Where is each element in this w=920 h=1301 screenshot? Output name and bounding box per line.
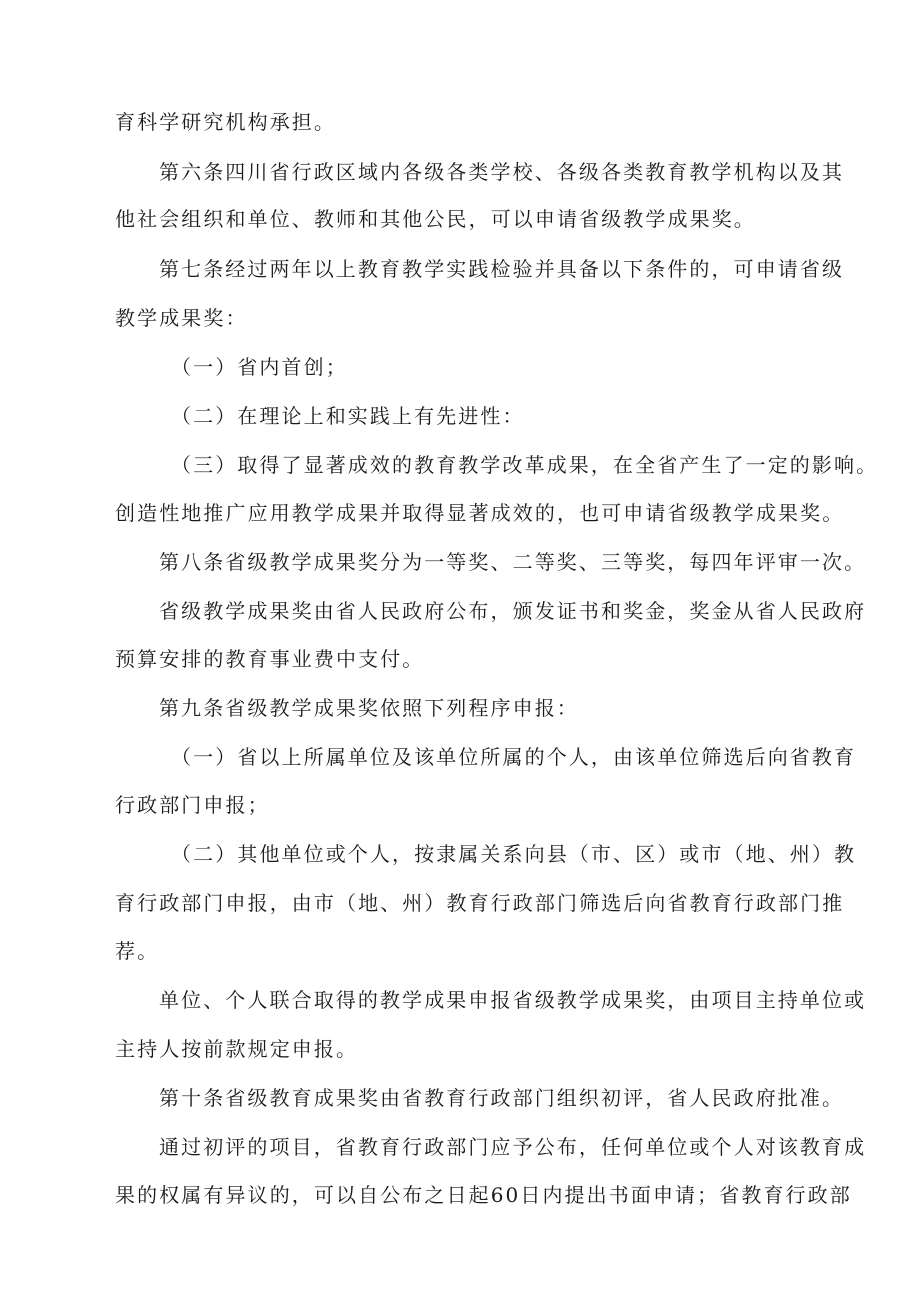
text-line: 教学成果奖： xyxy=(115,306,248,330)
text-line: 第九条省级教学成果奖依照下列程序申报： xyxy=(159,696,579,720)
text-line: 通过初评的项目，省教育行政部门应予公布，任何单位或个人对该教育成 xyxy=(159,1135,867,1159)
text-line: 育行政部门申报，由市（地、州）教育行政部门筛选后向省教育行政部门推 xyxy=(115,891,845,915)
text-line: （一）省内首创； xyxy=(171,355,348,379)
text-line: 预算安排的教育事业费中支付。 xyxy=(115,647,425,671)
text-line: （二）其他单位或个人，按隶属关系向县（市、区）或市（地、州）教 xyxy=(171,842,857,866)
text-line: 第六条四川省行政区域内各级各类学校、各级各类教育教学机构以及其 xyxy=(159,160,845,184)
text-line: （一）省以上所属单位及该单位所属的个人，由该单位筛选后向省教育 xyxy=(171,745,857,769)
text-line: 创造性地推广应用教学成果并取得显著成效的，也可申请省级教学成果奖。 xyxy=(115,501,845,525)
text-line: 第八条省级教学成果奖分为一等奖、二等奖、三等奖，每四年评审一次。 xyxy=(159,550,867,574)
text-line: 行政部门申报； xyxy=(115,793,270,817)
text-line: （二）在理论上和实践上有先进性： xyxy=(171,404,525,428)
text-line: 省级教学成果奖由省人民政府公布，颁发证书和奖金，奖金从省人民政府 xyxy=(159,599,867,623)
text-line: 育科学研究机构承担。 xyxy=(115,110,336,134)
text-line: （三）取得了显著成效的教育教学改革成果，在全省产生了一定的影响。 xyxy=(171,453,879,477)
text-line: 果的权属有异议的，可以自公布之日起60日内提出书面申请；省教育行政部 xyxy=(115,1183,852,1207)
text-line: 第十条省级教育成果奖由省教育行政部门组织初评，省人民政府批准。 xyxy=(159,1086,845,1110)
text-line: 主持人按前款规定申报。 xyxy=(115,1037,359,1061)
text-line: 单位、个人联合取得的教学成果申报省级教学成果奖，由项目主持单位或 xyxy=(159,988,867,1012)
text-line: 第七条经过两年以上教育教学实践检验并具备以下条件的，可申请省级 xyxy=(159,257,845,281)
text-line: 荐。 xyxy=(115,939,160,963)
text-line: 他社会组织和单位、教师和其他公民，可以申请省级教学成果奖。 xyxy=(115,207,756,231)
